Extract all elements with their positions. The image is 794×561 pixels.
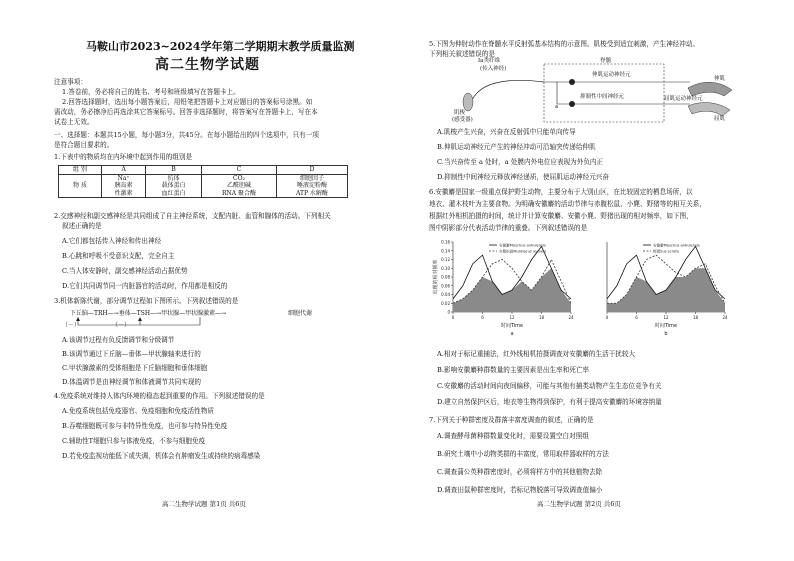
y-tick-label: 0.10 bbox=[441, 265, 450, 271]
y-tick-label: 0.16 bbox=[441, 239, 450, 245]
flexor-label: 屈肌 bbox=[714, 116, 726, 122]
option-a: A.该调节过程有负反馈调节和分级调节 bbox=[62, 336, 175, 344]
option-b: B.心跳和呼吸不受意识支配，完全自主 bbox=[62, 252, 175, 260]
option-c: C.调查蒲公英种群密度时，必须将样方中的其他植物去除 bbox=[437, 468, 603, 476]
option-a: A.它们都包括传入神经和传出神经 bbox=[62, 237, 162, 245]
legend-entry: 赤腹松鼠Muntiacus reevesi bbox=[499, 249, 546, 254]
page-footer: 高二生物学试题 第1页 共6页 bbox=[162, 500, 246, 508]
cell-item: 细胞因子 bbox=[299, 174, 324, 182]
x-tick-label: 24 bbox=[568, 315, 574, 320]
question-4: 4.免疫系统对维持人体内环境的稳态起到重要的作用。下列叙述错误的是 bbox=[54, 392, 265, 400]
cell-item: ATP 水解酶 bbox=[295, 189, 328, 197]
question-6: 6.安徽麝是国家一级重点保护野生动物，主要分布于大别山区，在比较固定的栖息场所，以 bbox=[429, 188, 693, 196]
option-d: D.抑制性中间神经元释放神经递质，使屈肌运动神经元兴奋 bbox=[437, 173, 609, 181]
question-6-cont: 图中阴影部分代表活动节律的重叠。下列叙述错误的是 bbox=[429, 224, 588, 232]
ia-fiber-sublabel: (传入神经) bbox=[480, 66, 507, 72]
x-axis-label: 时间Time bbox=[654, 323, 678, 329]
legend-entry: 安徽麝Moschus anhuiensis bbox=[653, 243, 700, 248]
question-3: 3.机体新陈代谢，部分调节过程如下图所示。下列叙述错误的是 bbox=[54, 297, 239, 305]
cell-item: 性激素 bbox=[114, 189, 133, 197]
option-d: D.它们共同调节同一内脏器官的活动时，作用都是相反的 bbox=[62, 282, 228, 290]
option-b: B.影响安徽麝种群数量的主要因素是出生率和死亡率 bbox=[437, 366, 590, 374]
question-2: 2.交感神经和副交感神经是共同组成了自主神经系统，支配内脏、血管和腺体的活动。下列相关 bbox=[54, 212, 331, 220]
cell-item: Na⁺ bbox=[117, 174, 130, 182]
x-tick-label: 0 bbox=[451, 315, 455, 320]
table-cell bbox=[102, 174, 146, 198]
notice-line: 试卷上无效。 bbox=[54, 118, 94, 126]
feedback-arrows bbox=[60, 316, 220, 330]
cell-item: 血红蛋白 bbox=[161, 189, 186, 197]
muscle-spindle-label: 肌梭 bbox=[454, 110, 466, 116]
regulation-chain: 下丘脑—TRH—→垂体—TSH—→甲状腺—甲状腺激素—→ bbox=[70, 310, 227, 317]
reflex-arc-diagram bbox=[452, 60, 737, 126]
page-footer: 高二生物学试题 第2页 共6页 bbox=[537, 500, 621, 508]
option-a: A.调查酵母菌种群数量变化时，需要设置空白对照组 bbox=[437, 432, 589, 440]
muscle-spindle-sublabel: (感受器) bbox=[452, 117, 473, 123]
inhibitory-interneuron-label: 抑制性中间神经元 bbox=[580, 94, 625, 100]
question-6-cont: 地衣、灌木枝叶为主要食物。为明确安徽麝的活动节律与赤腹松鼠、小麂、野猪等的相互关系， bbox=[429, 200, 706, 208]
y-tick-label: 0.02 bbox=[441, 300, 450, 306]
table-header-row bbox=[59, 166, 348, 175]
spinal-cord-label: 脊髓 bbox=[600, 58, 612, 64]
exam-subtitle: 高二生物学试题 bbox=[155, 57, 260, 73]
right-page bbox=[397, 0, 794, 561]
option-b: B.吞噬细胞既可参与非特异性免疫，也可参与特异性免疫 bbox=[62, 422, 228, 430]
question-5: 5.下图为伸肘动作在脊髓水平反射弧基本结构的示意图。肌梭受到适宜刺激，产生神经冲动。 bbox=[429, 40, 700, 48]
y-tick-label: 0.12 bbox=[441, 257, 450, 262]
section-heading: 是符合题目要求的。 bbox=[54, 141, 114, 149]
svg-text:a: a bbox=[555, 104, 559, 110]
question-5-cont: 下列相关叙述错误的是 bbox=[429, 50, 495, 58]
cell-item: CO₂ bbox=[232, 174, 245, 182]
exam-title: 马鞍山市2023~2024学年第二学期期末教学质量监测 bbox=[86, 40, 355, 53]
negative-feedback-label: （－） bbox=[62, 322, 81, 329]
option-b: B.研究土壤中小动物类群的丰富度，常用取样器取样的方法 bbox=[437, 450, 609, 458]
table-row bbox=[59, 174, 348, 198]
table-cell bbox=[276, 174, 347, 198]
table-header: A bbox=[102, 166, 146, 175]
legend-entry: 野猪Sus scrofa bbox=[653, 249, 679, 254]
cell-item: 胰岛素 bbox=[114, 182, 133, 189]
table-cell bbox=[146, 174, 202, 198]
question-6-cont: 根据红外相机拍摄的时间，统计并计算安徽麝、安徽小麂、野猪出现的相对频率，如下图， bbox=[429, 212, 693, 220]
cell-item: 乙酰胆碱 bbox=[226, 182, 251, 189]
option-d: D.体温调节是由神经调节和体液调节共同实现的 bbox=[62, 378, 202, 386]
section-heading: 一、选择题：本题共15小题，每小题3分，共45分。在每小题给出的四个选项中，只有一项 bbox=[54, 131, 319, 139]
option-b: B.伸肌运动神经元产生的神经冲动可沿轴突传递给伸肌 bbox=[437, 143, 596, 151]
y-axis-label: 出现的相对频率 bbox=[433, 259, 439, 295]
option-c: C.当人体安静时，副交感神经活动占据优势 bbox=[62, 267, 188, 275]
panel-label: b bbox=[664, 331, 668, 337]
ia-fiber-label: Ia类纤维 bbox=[478, 58, 500, 64]
notice-title: 注意事项： bbox=[54, 78, 87, 86]
notice-line: 1.答卷前，务必将自己的姓名、考号和班级填写在答题卡上。 bbox=[62, 88, 240, 96]
cell-item: RNA 聚合酶 bbox=[221, 189, 256, 197]
question-1: 1.下表中的物质均在内环境中起到作用的组别是 bbox=[54, 153, 193, 161]
option-c: C.当兴奋传至 a 处时，a 处膜内外电位应表现为外负内正 bbox=[437, 158, 604, 166]
y-tick-label: 0.04 bbox=[441, 292, 450, 297]
legend-entry: 安徽麝Moschus anhuiensis bbox=[499, 243, 546, 248]
notice-line: 需改动，务必擦净后再选涂其它答案标号。回答非选择题时，将答案写在答题卡上，写在本 bbox=[54, 108, 318, 116]
table-cell bbox=[201, 174, 276, 198]
option-c: C.辅助性T细胞只参与体液免疫，不参与细胞免疫 bbox=[62, 437, 206, 445]
x-tick-label: 18 bbox=[538, 315, 545, 320]
y-tick-label: 0 bbox=[447, 309, 450, 315]
question-2-cont: 叙述正确的是 bbox=[62, 222, 102, 230]
panel-label: a bbox=[510, 331, 514, 337]
table-header: C bbox=[201, 166, 276, 175]
option-a: A.肌梭产生兴奋，兴奋在反射弧中只能单向传导 bbox=[437, 128, 576, 136]
cell-item: 唾液淀粉酶 bbox=[296, 182, 327, 189]
option-d: D.若免疫监视功能低下或失调，机体会有肿瘤发生或持续的病毒感染 bbox=[62, 452, 261, 460]
substance-table bbox=[58, 165, 348, 198]
x-tick-label: 18 bbox=[692, 315, 699, 320]
y-tick-label: 0.14 bbox=[441, 248, 450, 254]
x-tick-label: 24 bbox=[722, 315, 728, 320]
option-c: C.安徽麝的活动时间向夜间偏移，可能与其他有捕类动物产生生态位竞争有关 bbox=[437, 382, 662, 390]
x-axis-label: 时间Time bbox=[500, 323, 524, 329]
x-tick-label: 6 bbox=[635, 315, 638, 320]
option-c: C.甲状腺激素的受体细胞是下丘脑细胞和垂体细胞 bbox=[62, 364, 208, 372]
option-d: D.调查田鼠种群密度时，若标记物脱落可导致调查值偏小 bbox=[437, 486, 603, 494]
y-tick-label: 0.06 bbox=[441, 283, 450, 289]
table-header: B bbox=[146, 166, 202, 175]
option-a: A.免疫系统包括免疫器官、免疫细胞和免疫活性物质 bbox=[62, 407, 214, 415]
x-tick-label: 6 bbox=[481, 315, 484, 320]
question-7: 7.下列关于种群密度及群落丰富度调查的叙述，正确的是 bbox=[429, 416, 594, 424]
table-row-label: 物 质 bbox=[59, 174, 102, 198]
x-tick-label: 12 bbox=[509, 315, 515, 320]
target-cell: 细胞代谢 bbox=[288, 310, 313, 317]
x-tick-label: 12 bbox=[663, 315, 669, 320]
cell-item: 载体蛋白 bbox=[161, 182, 186, 189]
y-tick-label: 0.08 bbox=[441, 274, 450, 280]
flexor-motor-neuron-label: 屈肌运动神经元 bbox=[664, 96, 703, 102]
option-a: A.相对于标记重捕法，红外线相机拍摄调查对安徽麝的生活干扰较大 bbox=[437, 350, 636, 358]
negative-feedback-label: （－） bbox=[112, 322, 131, 329]
option-d: D.建立自然保护区后，地衣等生物得到保护，有利于提高安徽麝的环境容纳量 bbox=[437, 398, 662, 406]
extensor-motor-neuron-label: 伸肌运动神经元 bbox=[592, 72, 631, 78]
table-header: 组 别 bbox=[59, 166, 102, 175]
x-tick-label: 0 bbox=[605, 315, 609, 320]
option-b: B.该调节通过下丘脑—垂体—甲状腺轴来进行的 bbox=[62, 350, 201, 358]
notice-line: 2.回答选择题时，选出每小题答案后，用铅笔把答题卡上对应题目的答案标号涂黑。如 bbox=[62, 98, 313, 106]
cell-item: 抗体 bbox=[167, 174, 180, 182]
activity-rhythm-charts bbox=[425, 234, 755, 346]
extensor-label: 伸肌 bbox=[714, 76, 726, 82]
table-header: D bbox=[276, 166, 347, 175]
